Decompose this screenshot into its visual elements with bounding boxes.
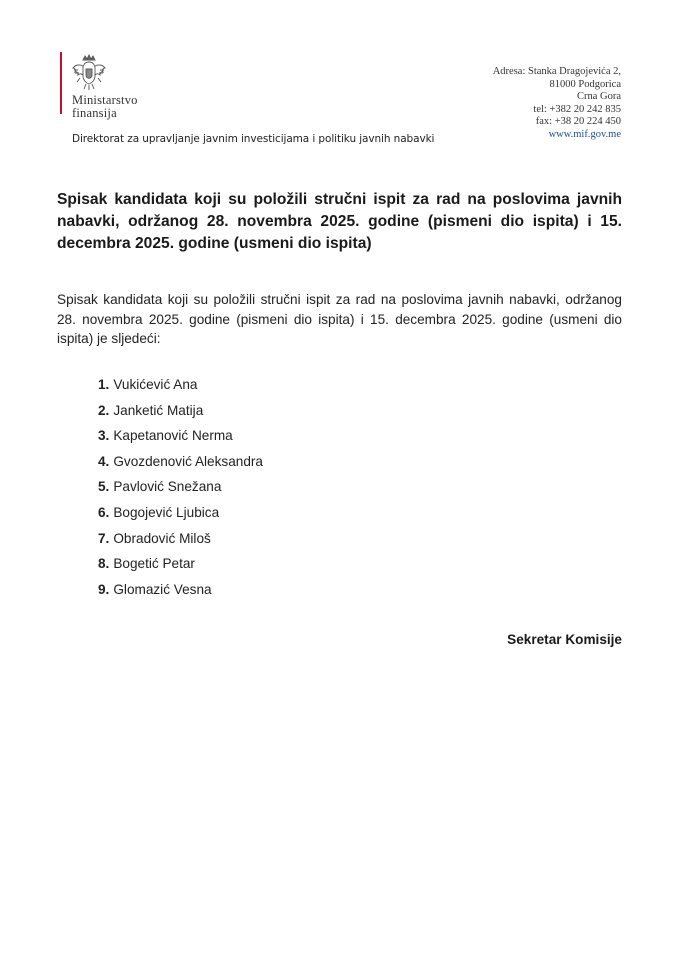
- candidate-name: Bogetić Petar: [113, 556, 195, 572]
- list-item-number: 2.: [98, 402, 110, 418]
- address-fax: fax: +38 20 224 450: [535, 116, 621, 127]
- list-item-number: 6.: [98, 504, 110, 520]
- list-item-number: 8.: [98, 556, 110, 572]
- list-item-number: 1.: [98, 377, 110, 392]
- list-item-number: 3.: [98, 428, 110, 444]
- document-title: Spisak kandidata koji su položili stručni ispit za rad na poslovima javnih nabavki, održanog 28. novembra 2025. godine (pismeni dio ispita) i 15. decembra 2025. godine (usmeni dio ispita): [57, 191, 622, 252]
- intro-paragraph: Spisak kandidata koji su položili stručni ispit za rad na poslovima javnih nabavki, održanog 28. novembra 2025. godine (pismeni dio ispita) i 15. decembra 2025. godine (usmeni dio ispita) je sljedeći:: [57, 292, 622, 346]
- directorate-name: Direktorat za upravljanje javnim investicijama i politiku javnih nabavki: [72, 133, 435, 145]
- address-line3: Crna Gora: [576, 91, 621, 102]
- candidate-name: Gvozdenović Aleksandra: [113, 453, 263, 469]
- list-item: [98, 425, 263, 451]
- candidate-name: Glomazić Vesna: [113, 581, 212, 597]
- ministry-name-line2: finansija: [72, 106, 117, 120]
- candidate-name: Janketić Matija: [113, 402, 204, 418]
- list-item-number: 7.: [98, 530, 110, 546]
- candidate-name: Pavlović Snežana: [113, 479, 222, 495]
- list-item: [98, 528, 263, 554]
- candidate-name: Kapetanović Nerma: [113, 428, 233, 444]
- candidate-name: Vukićević Ana: [113, 377, 198, 392]
- candidate-name: Obradović Miloš: [113, 530, 211, 546]
- list-item: [98, 579, 263, 605]
- address-line1: Adresa: Stanka Dragojevića 2,: [492, 66, 621, 77]
- ministry-logo: [60, 52, 180, 122]
- list-item: [98, 553, 263, 579]
- signature-line: Sekretar Komisije: [507, 632, 622, 647]
- list-item: [98, 374, 263, 400]
- candidate-name: Bogojević Ljubica: [113, 504, 220, 520]
- website-link[interactable]: www.mif.gov.me: [548, 128, 621, 140]
- ministry-name-line1: Ministarstvo: [72, 93, 138, 107]
- list-item-number: 5.: [98, 479, 110, 495]
- ministry-name: [72, 94, 138, 120]
- list-item-number: 4.: [98, 453, 110, 469]
- address-block: [493, 66, 621, 141]
- list-item-number: 9.: [98, 581, 110, 597]
- list-item: [98, 400, 263, 426]
- candidate-list: [98, 374, 263, 604]
- address-tel: tel: +382 20 242 835: [533, 103, 621, 115]
- address-line2: 81000 Podgorica: [549, 78, 621, 90]
- list-item: [98, 476, 263, 502]
- list-item: [98, 451, 263, 477]
- coat-of-arms-icon: [68, 54, 110, 92]
- accent-bar: [60, 52, 62, 114]
- list-item: [98, 502, 263, 528]
